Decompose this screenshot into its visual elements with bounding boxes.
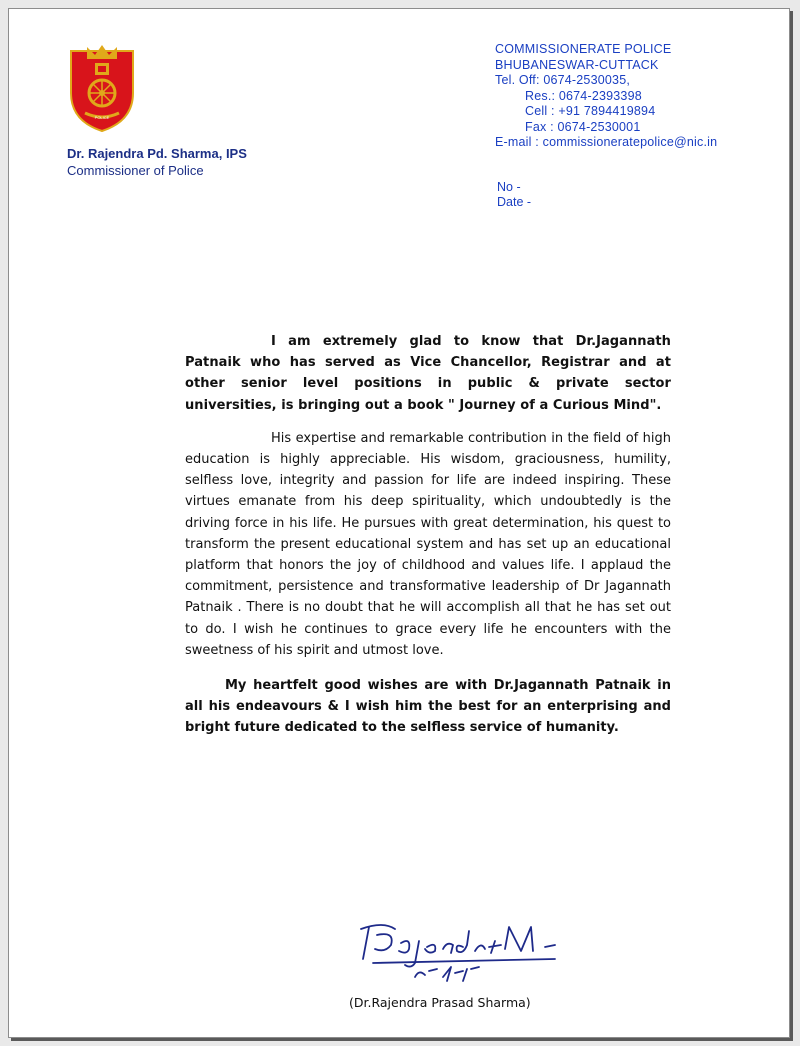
office-location: BHUBANESWAR-CUTTACK <box>495 57 659 72</box>
letter-paragraph-3: My heartfelt good wishes are with Dr.Jagannath Patnaik in all his endeavours & I wish him the best for an enterprising and bright future dedicated to the selfless service of humanity. <box>185 678 671 736</box>
logo-caption: POLICE <box>94 115 110 120</box>
contact-res: Res.: 0674-2393398 <box>525 88 642 103</box>
ref-date: Date - <box>497 195 532 209</box>
police-emblem-logo <box>65 41 139 133</box>
letter-paragraph-1: I am extremely glad to know that Dr.Jagannath Patnaik who has served as Vice Chancellor, Registrar and at other senior level positions in public & private sector universities, is bringing out a book " Journey of a Curious Mind". <box>185 334 671 413</box>
contact-fax: Fax : 0674-2530001 <box>525 119 641 134</box>
contact-cell: Cell : +91 7894419894 <box>525 104 656 118</box>
signatory-printed-name: (Dr.Rajendra Prasad Sharma) <box>349 995 531 1010</box>
reference-block <box>497 180 531 210</box>
sender-block <box>67 145 247 179</box>
handwritten-signature <box>355 919 595 983</box>
sender-title: Commissioner of Police <box>67 163 204 178</box>
office-contact-block <box>495 42 717 151</box>
letter-paragraph-2: His expertise and remarkable contribution in the field of high education is highly appreciable. His wisdom, graciousness, humility, selfless love, integrity and passion for life are indeed inspiring. These virtues emanate from his deep spirituality, which undoubtedly is the driving force in his life. He pursues with great determination, his quest to transform the present educational system and has set up an educational platform that honors the joy of childhood and values life. I applaud the commitment, persistence and transformative leadership of Dr Jagannath Patnaik . There is no doubt that he will accomplish all that he has set out to do. I wish he continues to grace every life he encounters with the sweetness of his spirit and utmost love. <box>185 430 671 658</box>
contact-tel: Tel. Off: 0674-2530035, <box>495 73 631 87</box>
letter-body <box>185 331 671 739</box>
sender-name: Dr. Rajendra Pd. Sharma, IPS <box>67 146 247 161</box>
ref-number: No - <box>497 180 521 194</box>
office-name: COMMISSIONERATE POLICE <box>495 42 672 56</box>
contact-email: E-mail : commissioneratepolice@nic.in <box>495 135 718 149</box>
letter-page <box>8 8 790 1038</box>
